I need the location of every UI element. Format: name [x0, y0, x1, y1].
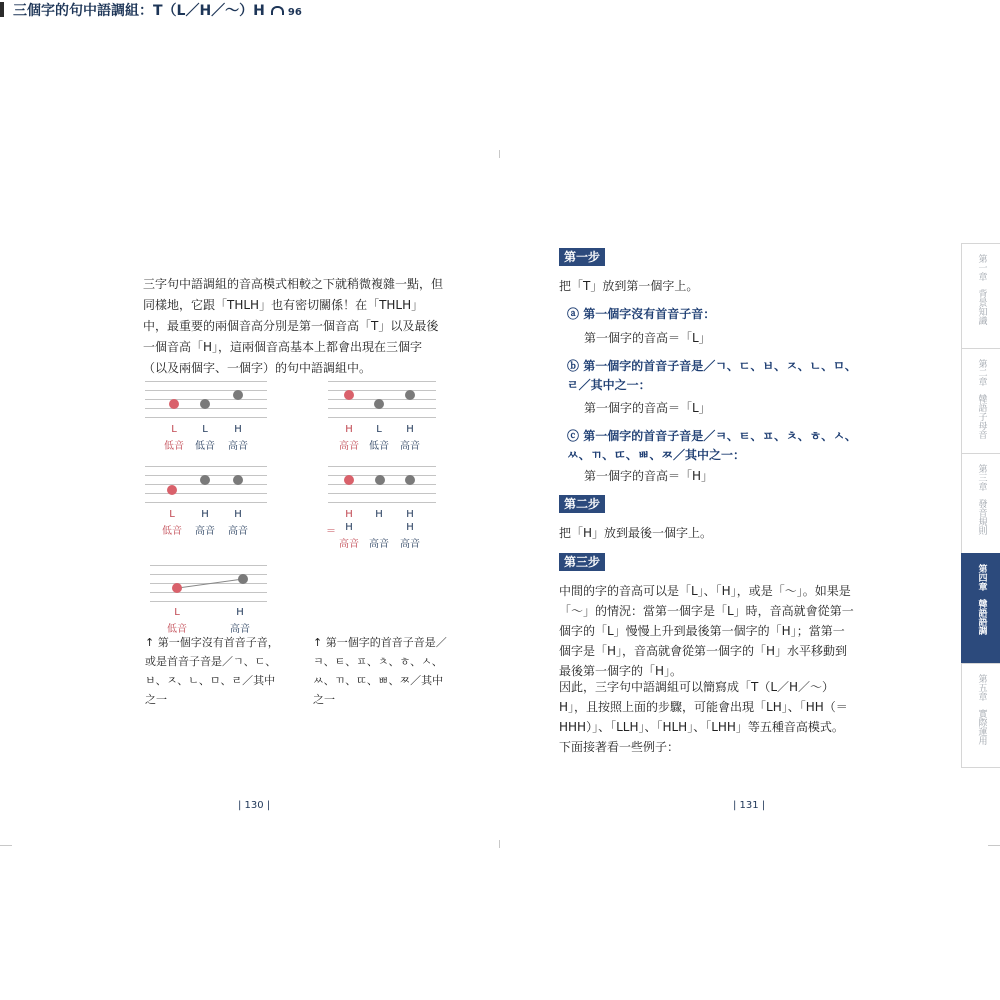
pitch-label: 高音	[228, 441, 248, 452]
tab-chapter-title: 韓語子母音	[976, 394, 987, 439]
pitch-label: 低音	[195, 441, 215, 452]
high-note	[200, 475, 210, 485]
step-1-badge: 第一步	[559, 248, 605, 266]
section-title-text: 三個字的句中語調組：T（L／H／〜）H	[13, 3, 265, 19]
low-note	[169, 399, 179, 409]
pitch-letter: L	[169, 509, 175, 520]
tab-chapter-4[interactable]	[961, 553, 1000, 663]
tab-chapter-title: 發音規則	[976, 499, 987, 535]
glide-line	[150, 565, 267, 605]
high-note	[238, 574, 248, 584]
pitch-letter: H	[236, 607, 244, 618]
pitch-label: 高音	[339, 441, 359, 452]
headphone-icon[interactable]	[271, 6, 284, 15]
pitch-letter: H	[406, 424, 414, 435]
rule-a-text: 第一個字沒有首音子音：	[583, 307, 716, 321]
rule-b-head	[567, 357, 857, 395]
pitch-label: 高音	[230, 624, 250, 635]
pitch-letter: H	[375, 509, 383, 520]
summary-paragraph: 因此，三字句中語調組可以簡寫成「T（L／H／〜）H」，且按照上面的步驟，可能會出現「LH」、「HH（＝HHH）」、「LLH」、「HLH」、「LHH」等五種音高模式。下面接著看一些例子：	[559, 680, 848, 754]
equals-sign: ＝	[326, 526, 336, 537]
pitch-label: 高音	[195, 526, 215, 537]
high-note	[344, 475, 354, 485]
caption-aspirated-consonant: ↑ 第一個字的首音子音是／ㅋ、ㅌ、ㅍ、ㅊ、ㅎ、ㅅ、ㅆ、ㄲ、ㄸ、ㅃ、ㅉ／其中之一	[313, 636, 447, 706]
tab-chapter-title: 韓語語調	[976, 599, 987, 635]
pitch-example-1	[145, 381, 267, 421]
marker-b: ⓑ	[567, 359, 580, 373]
pitch-letter: H	[406, 522, 414, 533]
caption-no-initial-consonant: ↑ 第一個字沒有首音子音，或是首音子音是／ㄱ、ㄷ、ㅂ、ㅈ、ㄴ、ㅁ、ㄹ／其中之一	[145, 636, 279, 706]
pitch-letter: L	[174, 607, 180, 618]
high-note	[344, 390, 354, 400]
pitch-label: 高音	[400, 441, 420, 452]
pitch-letter: H	[406, 509, 414, 520]
tab-chapter-label: 第五章	[976, 674, 987, 701]
step-3-text: 中間的字的音高可以是「L」、「H」，或是「〜」。如果是「〜」的情況：當第一個字是「L」時，音高就會從第一個字的「L」慢慢上升到最後第一個字的「H」；當第一個字是「H」，音高就會從第一個字的「H」水平移動到最後第一個字的「H」。	[559, 584, 854, 678]
pitch-letter: H	[201, 509, 209, 520]
pitch-label: 低音	[167, 624, 187, 635]
pitch-label: 高音	[369, 539, 389, 550]
page-number-right: | 131 |	[733, 800, 766, 811]
pitch-letter: H	[345, 509, 353, 520]
low-note	[167, 485, 177, 495]
high-note	[233, 390, 243, 400]
tab-chapter-2[interactable]	[961, 348, 1000, 453]
pitch-label: 低音	[162, 526, 182, 537]
intro-paragraph: 三字句中語調組的音高模式相較之下就稍微複雜一點，但同樣地，它跟「THLH」也有密切關係！在「THLH」中，最重要的兩個音高分別是第一個音高「T」以及最後一個音高「H」，這兩個音高基本上都會出現在三個字（以及兩個字、一個字）的句中語調組中。	[143, 277, 444, 375]
pitch-letter: L	[202, 424, 208, 435]
tab-chapter-label: 第四章	[976, 564, 987, 591]
tab-chapter-5[interactable]	[961, 663, 1000, 768]
tab-chapter-1[interactable]	[961, 243, 1000, 348]
pitch-letter: H	[234, 509, 242, 520]
tab-chapter-label: 第三章	[976, 464, 987, 491]
tab-chapter-label: 第二章	[976, 359, 987, 386]
pitch-letter: L	[376, 424, 382, 435]
page-number-left: | 130 |	[238, 800, 271, 811]
pitch-label: 高音	[339, 539, 359, 550]
pitch-example-3	[145, 466, 267, 506]
title-bar	[0, 2, 4, 17]
step-2-badge: 第二步	[559, 495, 605, 513]
track-number[interactable]: 96	[287, 7, 302, 18]
tab-chapter-title: 實際運用	[976, 709, 987, 745]
step-3-badge: 第三步	[559, 553, 605, 571]
low-note	[200, 399, 210, 409]
rule-c-result: 第一個字的音高＝「H」	[584, 469, 714, 483]
high-note	[405, 475, 415, 485]
rule-a-head	[567, 305, 857, 324]
rule-a-result: 第一個字的音高＝「L」	[584, 331, 711, 345]
pitch-label: 低音	[164, 441, 184, 452]
marker-c: ⓒ	[567, 429, 580, 443]
rule-b-result: 第一個字的音高＝「L」	[584, 401, 711, 415]
rule-c-text: 第一個字的首音子音是／ㅋ、ㅌ、ㅍ、ㅊ、ㅎ、ㅅ、ㅆ、ㄲ、ㄸ、ㅃ、ㅉ／其中之一：	[567, 429, 857, 462]
high-note	[233, 475, 243, 485]
pitch-label: 低音	[369, 441, 389, 452]
pitch-example-2	[328, 381, 436, 421]
section-title	[0, 0, 1000, 20]
high-note	[405, 390, 415, 400]
tab-chapter-3[interactable]	[961, 453, 1000, 553]
rule-b-text: 第一個字的首音子音是／ㄱ、ㄷ、ㅂ、ㅈ、ㄴ、ㅁ、ㄹ／其中之一：	[567, 359, 857, 392]
pitch-label: 高音	[400, 539, 420, 550]
pitch-example-5	[150, 565, 267, 605]
pitch-letter: H	[345, 522, 353, 533]
pitch-example-4	[328, 466, 436, 506]
tab-chapter-title: 背景知識	[976, 289, 987, 325]
low-note	[172, 583, 182, 593]
low-note	[374, 399, 384, 409]
step-1-text: 把「T」放到第一個字上。	[559, 279, 699, 293]
pitch-letter: L	[171, 424, 177, 435]
tab-chapter-label: 第一章	[976, 254, 987, 281]
pitch-label: 高音	[228, 526, 248, 537]
high-note	[375, 475, 385, 485]
step-2-text: 把「H」放到最後一個字上。	[559, 526, 713, 540]
pitch-letter: H	[345, 424, 353, 435]
marker-a: ⓐ	[567, 307, 580, 321]
pitch-letter: H	[234, 424, 242, 435]
rule-c-head	[567, 427, 857, 465]
